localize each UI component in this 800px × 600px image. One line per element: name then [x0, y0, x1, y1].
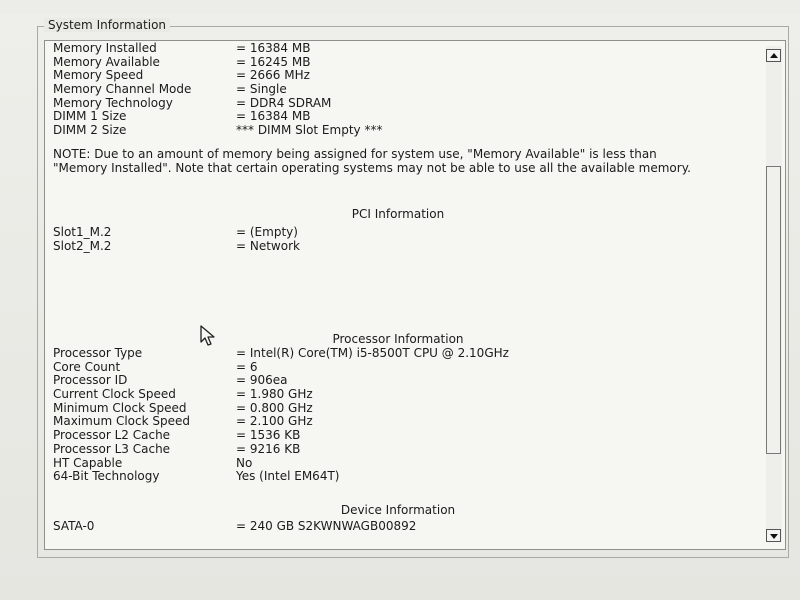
- memory-section: [53, 42, 763, 138]
- info-label: Processor ID: [53, 373, 128, 388]
- scroll-up-button[interactable]: [766, 49, 781, 62]
- info-value: = DDR4 SDRAM: [236, 95, 332, 110]
- device-section: [53, 520, 763, 534]
- scroll-down-button[interactable]: [766, 529, 781, 542]
- top-strip: [0, 0, 800, 14]
- info-row: [53, 97, 763, 111]
- info-row: [53, 374, 763, 388]
- info-label: Maximum Clock Speed: [53, 414, 190, 429]
- info-label: Processor L2 Cache: [53, 428, 171, 443]
- info-value: No: [236, 455, 253, 470]
- info-value: = 9216 KB: [236, 441, 301, 456]
- info-row: [53, 520, 763, 534]
- info-value: = Single: [236, 82, 287, 97]
- info-value: = 0.800 GHz: [236, 400, 313, 415]
- groupbox-title: System Information: [44, 18, 170, 32]
- memory-note: NOTE: Due to an amount of memory being assigned for system use, "Memory Available" is less than "Memory Installed". Note that certain operating systems may not be able to use all the available memory.: [53, 146, 691, 175]
- info-value: = 2666 MHz: [236, 68, 310, 83]
- system-information-panel[interactable]: [44, 40, 786, 550]
- info-label: 64-Bit Technology: [53, 469, 160, 484]
- info-row: [53, 470, 763, 484]
- info-row: [53, 388, 763, 402]
- info-label: Memory Channel Mode: [53, 82, 192, 97]
- info-row: [53, 42, 763, 56]
- processor-section-title: Processor Information: [332, 332, 464, 347]
- info-row: [53, 69, 763, 83]
- info-label: DIMM 1 Size: [53, 109, 127, 124]
- info-value: = 6: [236, 359, 258, 374]
- pci-section-title: PCI Information: [351, 207, 445, 222]
- info-label: Minimum Clock Speed: [53, 400, 187, 415]
- info-label: Memory Technology: [53, 95, 173, 110]
- info-value: = Network: [236, 238, 300, 253]
- processor-section: [53, 347, 763, 484]
- info-row: [53, 110, 763, 124]
- info-label: Memory Speed: [53, 68, 144, 83]
- info-row: [53, 83, 763, 97]
- scroll-thumb[interactable]: [766, 166, 781, 454]
- info-value: = Intel(R) Core(TM) i5-8500T CPU @ 2.10GHz: [236, 346, 509, 360]
- info-label: Slot1_M.2: [53, 224, 112, 239]
- info-label: Processor Type: [53, 346, 143, 360]
- info-value: = (Empty): [236, 224, 298, 239]
- device-section-title: Device Information: [340, 502, 456, 517]
- info-label: Processor L3 Cache: [53, 441, 171, 456]
- info-value: = 16245 MB: [236, 54, 311, 69]
- info-label: HT Capable: [53, 455, 123, 470]
- mouse-pointer-icon: [200, 325, 218, 347]
- info-value: = 2.100 GHz: [236, 414, 313, 429]
- info-row: [53, 429, 763, 443]
- info-row: [53, 361, 763, 375]
- info-row: [53, 56, 763, 70]
- pci-section: [53, 226, 763, 253]
- info-value: = 16384 MB: [236, 109, 311, 124]
- info-value: = 240 GB S2KWNWAGB00892: [236, 518, 417, 533]
- info-row: [53, 415, 763, 429]
- info-value: = 1.980 GHz: [236, 387, 313, 402]
- info-label: Slot2_M.2: [53, 238, 112, 253]
- info-label: Current Clock Speed: [53, 387, 176, 402]
- info-value: *** DIMM Slot Empty ***: [236, 123, 383, 138]
- info-value: Yes (Intel EM64T): [236, 469, 340, 484]
- info-content: [53, 42, 763, 533]
- scroll-down-arrow-icon: [770, 534, 778, 539]
- info-label: Memory Available: [53, 54, 160, 69]
- info-row: [53, 240, 763, 254]
- info-row: [53, 124, 763, 138]
- info-value: = 16384 MB: [236, 41, 311, 55]
- info-value: = 906ea: [236, 373, 288, 388]
- info-label: SATA-0: [53, 518, 95, 533]
- info-row: [53, 347, 763, 361]
- info-row: [53, 226, 763, 240]
- scroll-track[interactable]: [766, 66, 781, 521]
- info-row: [53, 443, 763, 457]
- info-label: Memory Installed: [53, 41, 157, 55]
- info-label: DIMM 2 Size: [53, 123, 127, 138]
- scroll-up-arrow-icon: [770, 53, 778, 58]
- vertical-scrollbar[interactable]: [766, 46, 782, 542]
- info-row: [53, 402, 763, 416]
- info-value: = 1536 KB: [236, 428, 301, 443]
- info-row: [53, 457, 763, 471]
- info-label: Core Count: [53, 359, 121, 374]
